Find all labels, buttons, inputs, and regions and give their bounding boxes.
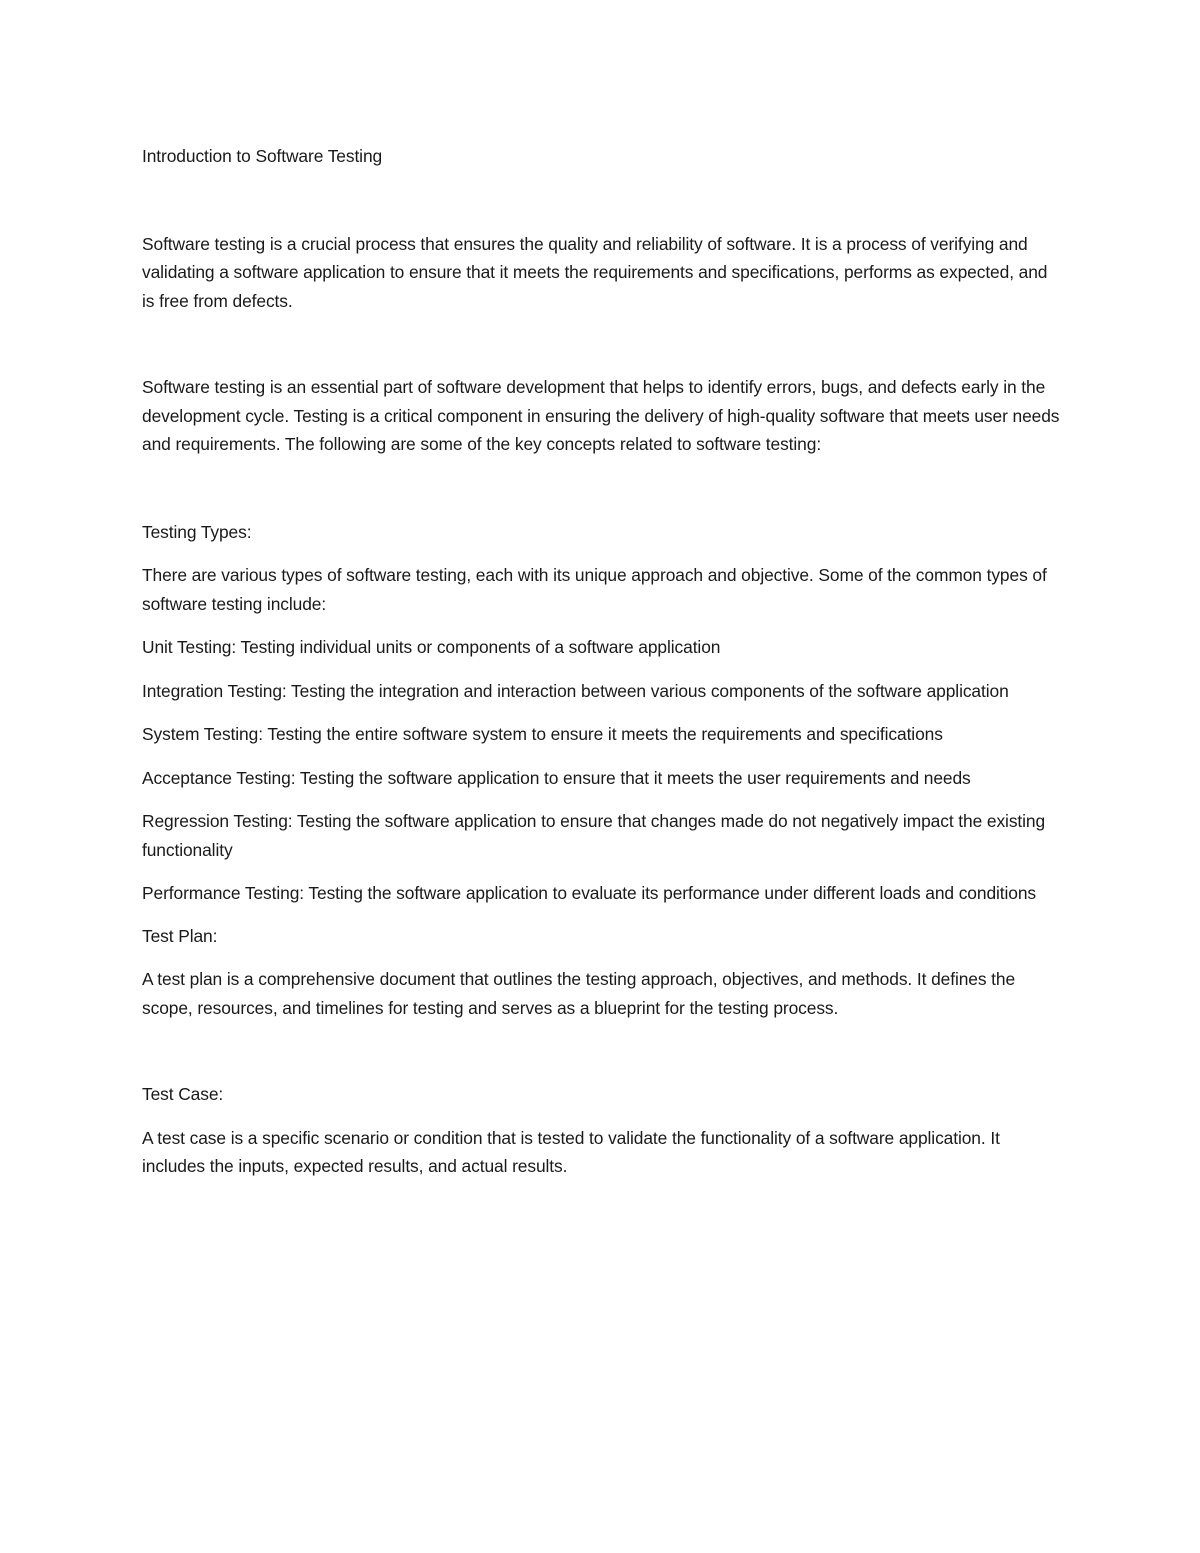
document-body bbox=[142, 142, 1060, 1181]
intro-paragraph: Software testing is a crucial process that ensures the quality and reliability of software. It is a process of verifying and validating a software application to ensure that it meets the requirements and specifications, performs as expected, and is free from defects. bbox=[142, 233, 1048, 311]
test-case-heading: Test Case: bbox=[142, 1084, 224, 1104]
testing-type-item-performance: Performance Testing: Testing the software application to evaluate its performance under different loads and conditions bbox=[142, 883, 1037, 903]
test-case-body: A test case is a specific scenario or condition that is tested to validate the functionality of a software application. It includes the inputs, expected results, and actual results. bbox=[142, 1127, 1000, 1176]
document-title: Introduction to Software Testing bbox=[142, 146, 383, 166]
testing-types-heading: Testing Types: bbox=[142, 521, 252, 542]
testing-type-item-system: System Testing: Testing the entire software system to ensure it meets the requirements and specifications bbox=[142, 724, 943, 744]
essential-paragraph: Software testing is an essential part of software development that helps to identify errors, bugs, and defects early in the development cycle. Testing is a critical component in ensuring the delivery of high-quality software that meets user needs and requirements. The following are some of the key concepts related to software testing: bbox=[142, 377, 1060, 454]
testing-type-item-regression: Regression Testing: Testing the software application to ensure that changes made do not negatively impact the existing functionality bbox=[142, 811, 1046, 860]
test-plan-body: A test plan is a comprehensive document that outlines the testing approach, objectives, and methods. It defines the scope, resources, and timelines for testing and serves as a blueprint for the testing process. bbox=[142, 969, 1016, 1018]
testing-type-item-acceptance: Acceptance Testing: Testing the software application to ensure that it meets the user requirements and needs bbox=[142, 767, 971, 788]
test-plan-heading: Test Plan: bbox=[142, 925, 218, 946]
testing-types-intro: There are various types of software testing, each with its unique approach and objective. Some of the common types of software testing include: bbox=[142, 565, 1047, 614]
testing-type-item-integration: Integration Testing: Testing the integration and interaction between various components of the software application bbox=[142, 680, 1009, 701]
testing-type-item-unit: Unit Testing: Testing individual units or components of a software application bbox=[142, 637, 721, 657]
